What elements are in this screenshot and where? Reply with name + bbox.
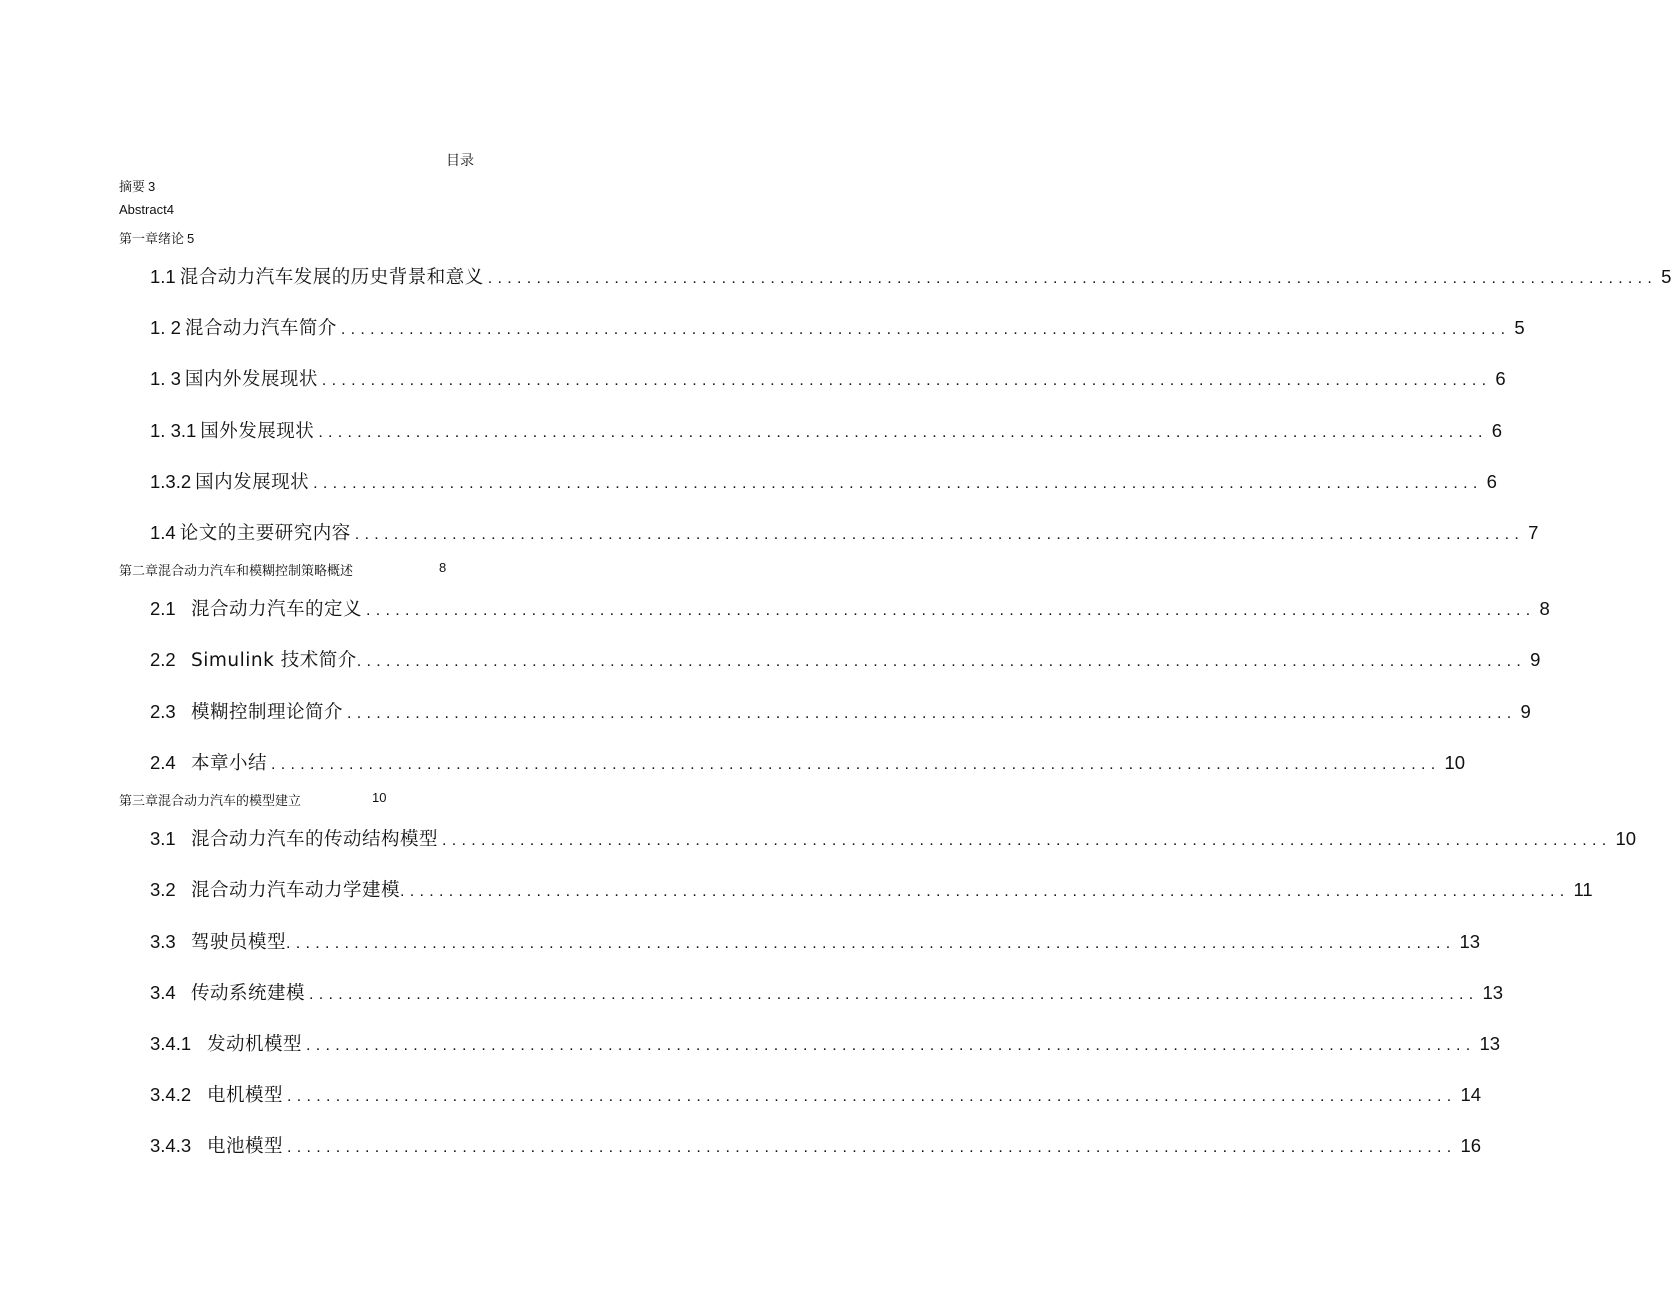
toc-entry-page: 10 [372, 790, 387, 805]
toc-line-3-1[interactable] [150, 825, 1637, 851]
toc-line-page: 6 [1486, 471, 1497, 492]
toc-line-1-3-1[interactable] [150, 417, 1503, 443]
toc-line-1-4[interactable] [150, 519, 1539, 545]
toc-leader-dots: ........................................................................................................................ [442, 832, 1612, 849]
toc-line-title: 混合动力汽车的传动结构模型 [191, 829, 439, 850]
toc-line-number: 1. 3.1 [150, 420, 197, 441]
toc-line-number: 2.3 [150, 701, 176, 722]
toc-entry-label: 摘要 [119, 180, 146, 195]
toc-line-3-3[interactable] [150, 928, 1481, 954]
toc-line-2-3[interactable] [150, 698, 1531, 724]
toc-line-number: 3.4.1 [150, 1033, 192, 1054]
toc-leader-dots: ........................................................................................................................ [340, 321, 1511, 338]
toc-line-number: 1. 2 [150, 317, 181, 338]
toc-line-number: 1. 3 [150, 368, 181, 389]
toc-leader-dots: ........................................................................................................................ [321, 372, 1492, 389]
toc-line-page: 8 [1539, 598, 1550, 619]
toc-line-page: 13 [1482, 982, 1504, 1003]
toc-line-number: 1.1 [150, 266, 176, 287]
toc-line-1-3-2[interactable] [150, 468, 1497, 494]
toc-line-3-4-3[interactable] [150, 1132, 1482, 1158]
toc-line-page: 9 [1530, 649, 1541, 670]
toc-line-number: 3.3 [150, 931, 176, 952]
toc-line-title: 国内发展现状 [195, 472, 310, 493]
toc-line-page: 5 [1661, 266, 1671, 287]
toc-entry-page: 3 [148, 179, 156, 194]
toc-line-number: 3.4.2 [150, 1084, 192, 1105]
toc-entry-label: Abstract [119, 202, 167, 217]
toc-leader-dots: ........................................................................................................................ [354, 526, 1525, 543]
toc-leader-dots: ........................................................................................................................ [286, 935, 1456, 952]
toc-line-page: 7 [1528, 522, 1539, 543]
toc-leader-dots: ........................................................................................................................ [287, 1088, 1457, 1105]
toc-leader-dots: ........................................................................................................................ [347, 705, 1517, 722]
toc-entry-label: 第三章混合动力汽车的模型建立 [119, 794, 302, 809]
toc-line-2-1[interactable] [150, 595, 1550, 621]
toc-leader-dots: ........................................................................................................................ [306, 1037, 1476, 1054]
toc-entry-page: 5 [187, 231, 195, 246]
toc-leader-dots: ........................................................................................................................ [487, 270, 1658, 287]
toc-line-page: 6 [1491, 420, 1503, 441]
toc-line-number: 1.3.2 [150, 471, 192, 492]
toc-line-number: 2.4 [150, 752, 176, 773]
toc-line-1-2[interactable] [150, 314, 1525, 340]
toc-leader-dots: ........................................................................................................................ [287, 1139, 1457, 1156]
toc-line-number: 2.2 [150, 649, 176, 670]
toc-line-title: 发动机模型 [207, 1034, 303, 1055]
toc-leader-dots: ........................................................................................................................ [271, 756, 1441, 773]
toc-line-1-3[interactable] [150, 365, 1506, 391]
toc-line-page: 6 [1495, 368, 1506, 389]
toc-line-title: 电池模型 [207, 1136, 284, 1157]
toc-entry-page: 4 [166, 202, 174, 217]
toc-line-page: 10 [1615, 828, 1637, 849]
toc-line-number: 3.4.3 [150, 1135, 192, 1156]
toc-line-page: 13 [1479, 1033, 1501, 1054]
toc-line-page: 16 [1460, 1135, 1482, 1156]
toc-line-title: 本章小结 [191, 753, 268, 774]
toc-line-number: 3.4 [150, 982, 176, 1003]
toc-line-3-4-1[interactable] [150, 1030, 1501, 1056]
toc-line-2-4[interactable] [150, 749, 1466, 775]
toc-entry-chapter-2[interactable] [119, 560, 447, 579]
toc-line-title: 电机模型 [207, 1085, 284, 1106]
toc-line-page: 14 [1460, 1084, 1482, 1105]
toc-line-title: 混合动力汽车动力学建模 [191, 880, 401, 901]
toc-line-page: 10 [1444, 752, 1466, 773]
toc-line-number: 3.1 [150, 828, 176, 849]
toc-line-number: 2.1 [150, 598, 176, 619]
toc-entry-chapter-1[interactable] [119, 228, 194, 247]
toc-line-page: 13 [1459, 931, 1481, 952]
toc-line-title: 国外发展现状 [200, 421, 315, 442]
toc-line-title: 国内外发展现状 [184, 369, 318, 390]
toc-line-title: Simulink 技术简介 [191, 650, 357, 671]
toc-line-title: 混合动力汽车发展的历史背景和意义 [179, 267, 484, 288]
toc-line-title: 驾驶员模型 [191, 932, 287, 953]
toc-entry-abstract-en[interactable] [119, 202, 174, 218]
toc-entry-label: 第一章绪论 [119, 232, 185, 247]
toc-line-3-4-2[interactable] [150, 1081, 1482, 1107]
toc-line-1-1[interactable] [150, 263, 1671, 289]
toc-line-title: 混合动力汽车的定义 [191, 599, 363, 620]
toc-line-title: 传动系统建模 [191, 983, 306, 1004]
toc-entry-page: 8 [439, 560, 447, 575]
toc-line-page: 9 [1520, 701, 1531, 722]
toc-leader-dots: ........................................................................................................................ [356, 653, 1527, 670]
toc-line-page: 5 [1514, 317, 1525, 338]
toc-line-number: 3.2 [150, 879, 176, 900]
toc-leader-dots: ........................................................................................................................ [318, 424, 1488, 441]
toc-leader-dots: ........................................................................................................................ [400, 883, 1570, 900]
page-title: 目录 [446, 153, 474, 169]
toc-line-title: 模糊控制理论简介 [191, 702, 344, 723]
toc-line-title: 论文的主要研究内容 [179, 523, 351, 544]
toc-leader-dots: ........................................................................................................................ [313, 475, 1483, 492]
toc-line-title: 混合动力汽车简介 [184, 318, 337, 339]
toc-line-number: 1.4 [150, 522, 176, 543]
toc-entry-abstract-cn[interactable] [119, 176, 155, 195]
toc-line-2-2[interactable] [150, 646, 1541, 672]
toc-leader-dots: ........................................................................................................................ [309, 986, 1479, 1003]
toc-entry-label: 第二章混合动力汽车和模糊控制策略概述 [119, 564, 354, 579]
toc-line-page: 11 [1573, 879, 1593, 900]
toc-leader-dots: ........................................................................................................................ [366, 602, 1536, 619]
toc-entry-chapter-3[interactable] [119, 790, 387, 809]
toc-line-3-2[interactable] [150, 876, 1593, 902]
toc-line-3-4[interactable] [150, 979, 1504, 1005]
